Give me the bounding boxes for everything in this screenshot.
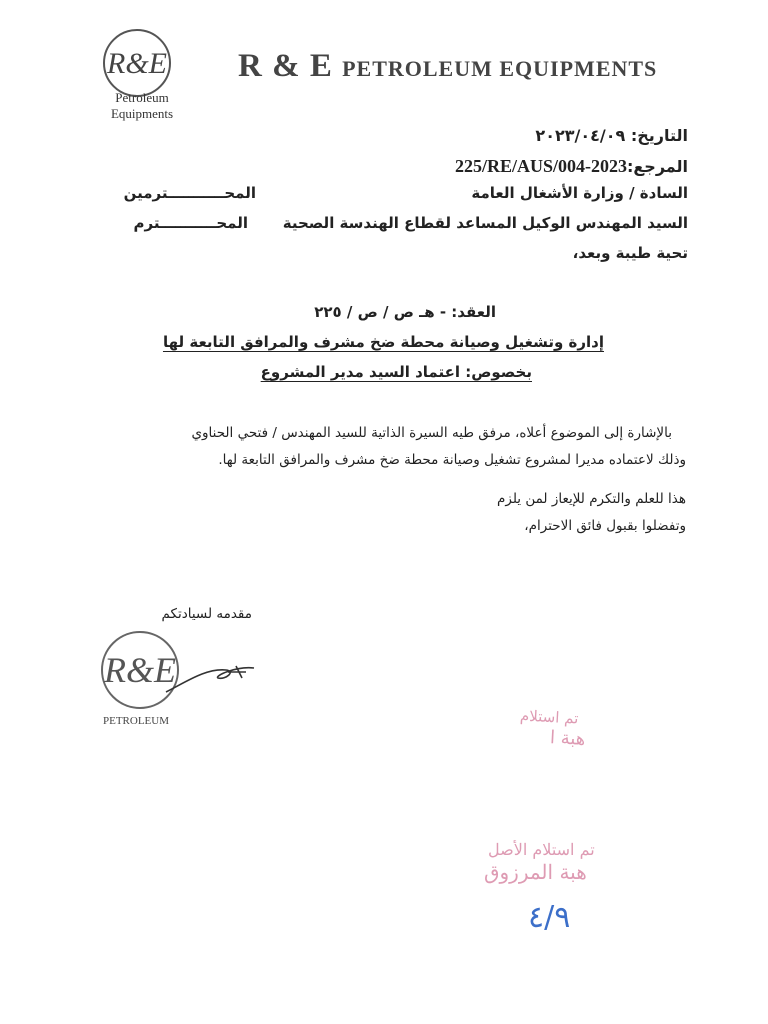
closing-line-2: وتفضلوا بقبول فائق الاحترام، [524, 518, 686, 534]
date-label: التاريخ: [630, 126, 688, 145]
company-initials: R & E [238, 48, 343, 84]
signature-scribble [166, 666, 254, 692]
reference-value: 225/RE/AUS/004-2023 [454, 156, 627, 176]
company-stamp [96, 628, 266, 738]
date-line [535, 126, 688, 145]
project-title: إدارة وتشغيل وصيانة محطة ضخ مشرف والمرافق التابعة لها [162, 333, 604, 351]
greeting: تحية طيبة وبعد، [572, 244, 688, 262]
subject-line: بخصوص: اعتماد السيد مدير المشروع [260, 363, 532, 381]
company-name-rest: PETROLEUM EQUIPMENTS [342, 56, 658, 81]
receipt-stamp-1-line-1: تم استلام [519, 706, 579, 728]
reference-line [455, 156, 688, 177]
honorific-plural: المحـــــــــــترمين [123, 184, 256, 202]
receipt-stamp-1-line-2: هبة ا [549, 727, 586, 750]
honorific-singular: المحـــــــــــترم [133, 214, 248, 232]
contract-number: العقد: - هـ ص / ص / ٢٢٥ [314, 303, 496, 321]
logo-subtitle-line2: Equipments [110, 106, 174, 121]
stamp-caption: PETROLEUM [103, 715, 169, 727]
reference-label: المرجع: [626, 157, 688, 176]
addressee-engineer: السيد المهندس الوكيل المساعد لقطاع الهندسة الصحية [282, 214, 688, 232]
body-line-1: بالإشارة إلى الموضوع أعلاه، مرفق طيه السيرة الذاتية للسيد المهندس / فتحي الحناوي [191, 425, 672, 441]
logo-text: R&E [107, 47, 167, 80]
closing-line-1: هذا للعلم والتكرم للإيعاز لمن يلزم [497, 491, 686, 507]
stamp-logo-text: R&E [104, 650, 176, 690]
logo-subtitle [96, 90, 188, 122]
company-name [238, 48, 657, 85]
signoff: مقدمه لسيادتكم [161, 606, 252, 622]
receipt-stamp-2-line-1: تم استلام الأصل [488, 840, 595, 859]
addressee-ministry: السادة / وزارة الأشغال العامة [471, 184, 688, 202]
date-value: ٢٠٢٣/٠٤/٠٩ [535, 126, 626, 145]
body-line-2: وذلك لاعتماده مديرا لمشروع تشغيل وصيانة محطة ضخ مشرف والمرافق التابعة لها. [218, 452, 686, 468]
handwritten-date: ٤/٩ [528, 900, 571, 935]
logo-subtitle-line1: Petroleum [115, 90, 169, 105]
receipt-stamp-2-line-2: هبة المرزوق [484, 860, 587, 884]
